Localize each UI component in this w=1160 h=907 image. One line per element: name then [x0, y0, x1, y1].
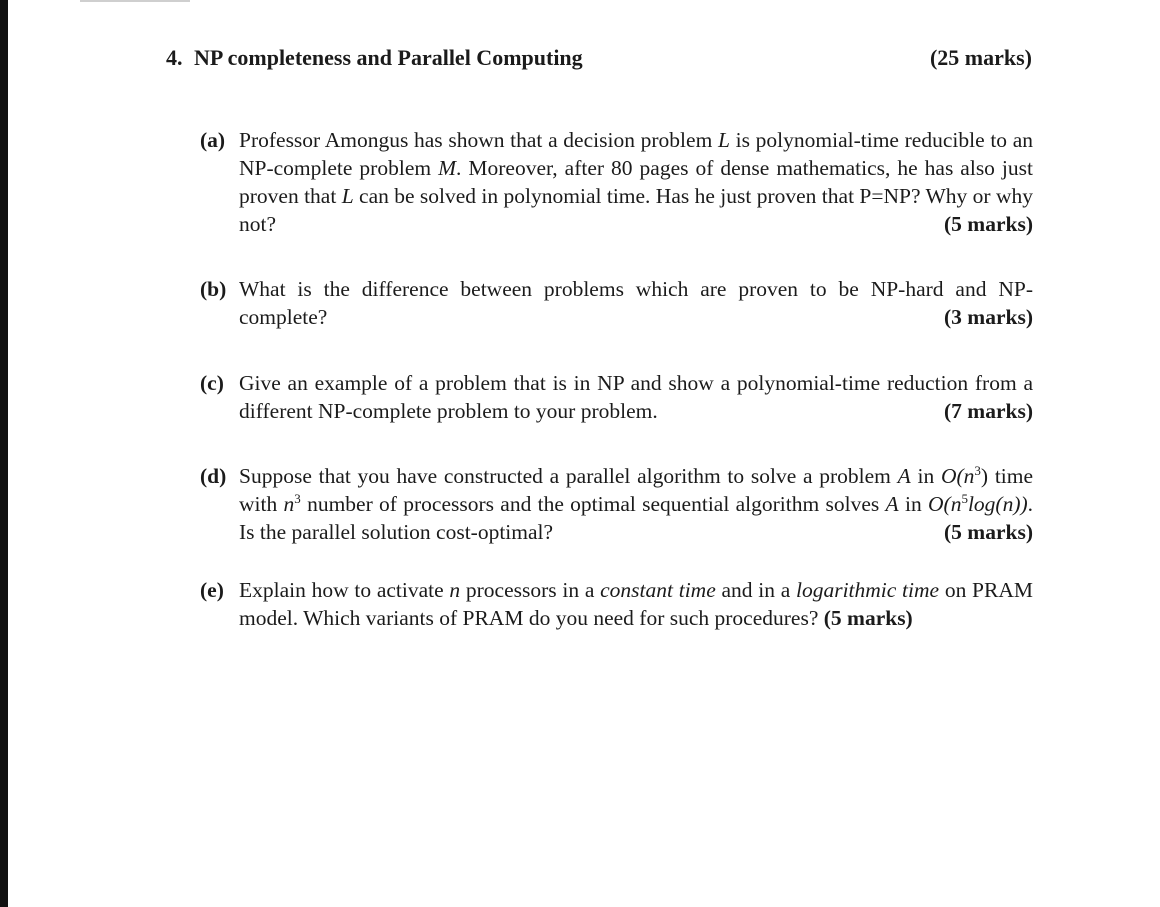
- part-d-marks: (5 marks): [944, 520, 1033, 544]
- question-number: 4.: [166, 45, 183, 70]
- part-c: [200, 369, 1033, 425]
- part-a-text: Professor Amongus has shown that a decision problem L is polynomial-time reducible to an NP-complete problem M. Moreover, after 80 pages of dense mathematics, he has also just proven that L can be solved in polynomial time. Has he just proven that P=NP? Why or why not? (5 marks): [239, 128, 1034, 236]
- question-marks: (25 marks): [929, 45, 1032, 70]
- left-frame-edge: [0, 0, 8, 907]
- question-heading: [166, 44, 1032, 72]
- part-d: [200, 462, 1033, 546]
- part-b: [200, 275, 1033, 331]
- part-d-text: Suppose that you have constructed a parallel algorithm to solve a problem A in $O(n^3)$ time with $n^3$ number of processors and the optimal sequential algorithm solves A in $O(n^5\log(n))$. Is the parallel solution cost-optimal? (5 marks): [239, 462, 1034, 544]
- part-a-label: (a): [200, 128, 226, 152]
- part-e-text: Explain how to activate n processors in a constant time and in a logarithmic time on PRAM model. Which variants of PRAM do you need for such procedures? (5 marks): [239, 578, 1033, 630]
- part-d-label: (d): [200, 464, 227, 488]
- part-b-marks: (3 marks): [944, 305, 1033, 329]
- part-b-label: (b): [200, 277, 227, 301]
- part-c-label: (c): [200, 371, 224, 395]
- part-e-label: (e): [200, 578, 224, 602]
- part-a: [200, 126, 1033, 238]
- top-divider: [80, 0, 190, 2]
- part-a-marks: (5 marks): [944, 212, 1033, 236]
- part-b-text: What is the difference between problems which are proven to be NP-hard and NP-complete? (3 marks): [239, 277, 1033, 329]
- part-c-text: Give an example of a problem that is in NP and show a polynomial-time reduction from a different NP-complete problem to your problem. (7 marks): [239, 371, 1033, 423]
- question-title: NP completeness and Parallel Computing: [194, 45, 583, 70]
- part-e-marks: (5 marks): [823, 606, 913, 630]
- part-e: [200, 576, 1033, 632]
- part-c-marks: (7 marks): [944, 399, 1033, 423]
